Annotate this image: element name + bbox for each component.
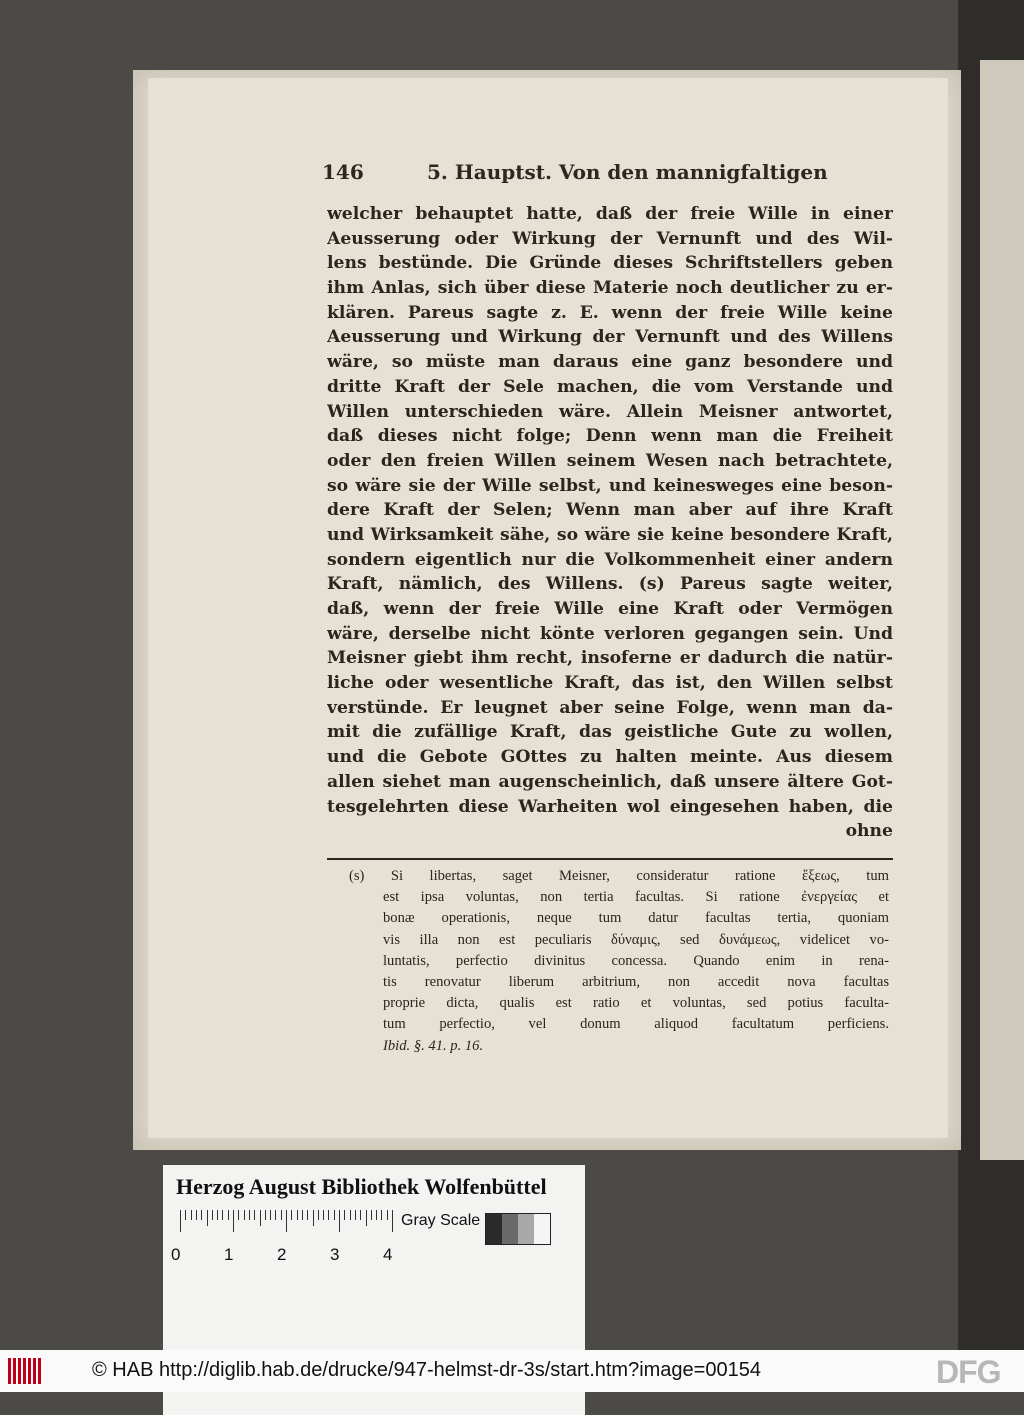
- ruler-tick: [366, 1210, 367, 1226]
- ruler-numbers: [171, 1245, 411, 1265]
- text-line: dere Kraft der Selen; Wenn man aber auf ihre Kraft: [327, 500, 893, 521]
- footnote: [349, 866, 889, 1057]
- ruler-tick: [339, 1210, 340, 1232]
- gray-swatch: [502, 1214, 518, 1244]
- text-line: dritte Kraft der Sele machen, die vom Verstande und: [327, 376, 893, 397]
- text-line: Meisner giebt ihm recht, insoferne er dadurch die natür-: [327, 648, 893, 669]
- ruler-number: 4: [383, 1245, 393, 1264]
- text-line: klären. Pareus sagte z. E. wenn der freie Wille keine: [327, 302, 893, 323]
- copyright-link[interactable]: © HAB http://diglib.hab.de/drucke/947-helmst-dr-3s/start.htm?image=00154: [92, 1359, 761, 1381]
- text-line: allen siehet man augenscheinlich, daß unsere ältere Got-: [327, 771, 893, 792]
- gray-scale-label: Gray Scale: [401, 1212, 481, 1229]
- ruler-tick: [323, 1210, 324, 1220]
- ruler-tick: [180, 1210, 181, 1232]
- ruler-tick: [334, 1210, 335, 1220]
- ruler-tick: [302, 1210, 303, 1220]
- next-page-edge: [980, 60, 1024, 1160]
- text-line: wäre, so müste man daraus eine ganz besondere und: [327, 352, 893, 373]
- ruler-tick: [270, 1210, 271, 1220]
- footnote-line: (s) Si libertas, saget Meisner, consideratur ratione ἕξεως, tum: [349, 868, 889, 884]
- dfg-logo: DFG: [936, 1354, 1001, 1390]
- ruler-tick: [222, 1210, 223, 1220]
- scale-ruler: [180, 1210, 395, 1232]
- ruler-tick: [201, 1210, 202, 1220]
- footnote-line: Ibid. §. 41. p. 16.: [383, 1037, 484, 1054]
- ruler-tick: [275, 1210, 276, 1220]
- text-line: so wäre sie der Wille selbst, und keinesweges eine beson-: [327, 475, 893, 496]
- body-text: [327, 202, 893, 844]
- ruler-tick: [307, 1210, 308, 1220]
- page-header: [322, 160, 882, 190]
- text-line: tesgelehrten diese Warheiten wol eingesehen haben, die: [327, 796, 893, 817]
- footnote-line: tum perfectio, vel donum aliquod facultatum perficiens.: [383, 1016, 889, 1033]
- gray-swatch: [534, 1214, 550, 1244]
- footnote-line: luntatis, perfectio divinitus concessa. Quando enim in rena-: [383, 952, 889, 969]
- ruler-tick: [185, 1210, 186, 1220]
- gray-swatch: [486, 1214, 502, 1244]
- ruler-tick: [254, 1210, 255, 1220]
- ruler-tick: [376, 1210, 377, 1220]
- ruler-tick: [244, 1210, 245, 1220]
- text-line: daß, wenn der freie Wille eine Kraft oder Vermögen: [327, 599, 893, 619]
- ruler-tick: [350, 1210, 351, 1220]
- ruler-tick: [212, 1210, 213, 1220]
- hab-logo-icon: [8, 1358, 44, 1384]
- ruler-tick: [281, 1210, 282, 1220]
- text-line: ihm Anlas, sich über diese Materie noch deutlicher zu er-: [327, 278, 893, 299]
- text-line: lens bestünde. Die Gründe dieses Schriftstellers geben: [327, 253, 893, 274]
- library-name: Herzog August Bibliothek Wolfenbüttel: [176, 1174, 547, 1199]
- text-line: wäre, derselbe nicht könte verloren gegangen sein. Und: [327, 623, 893, 644]
- text-line: welcher behauptet hatte, daß der freie Wille in einer: [327, 204, 893, 224]
- text-line: sondern eigentlich nur die Volkommenheit einer andern: [327, 549, 893, 570]
- text-line: Kraft, nämlich, des Willens. (s) Pareus sagte weiter,: [327, 574, 893, 595]
- running-title: 5. Hauptst. Von den mannigfaltigen: [427, 160, 828, 184]
- text-line: verstünde. Er leugnet aber seine Folge, wenn man da-: [327, 697, 893, 718]
- ruler-tick: [233, 1210, 234, 1232]
- ruler-tick: [360, 1210, 361, 1220]
- ruler-number: 1: [224, 1245, 234, 1264]
- text-line: oder den freien Willen seinem Wesen nach betrachtete,: [327, 450, 893, 471]
- catchword: ohne: [845, 821, 893, 842]
- gray-swatch: [518, 1214, 534, 1244]
- ruler-tick: [265, 1210, 266, 1220]
- footnote-line: est ipsa voluntas, non tertia facultas. Si ratione ἐνεργείας et: [383, 889, 889, 906]
- ruler-tick: [249, 1210, 250, 1220]
- ruler-tick: [344, 1210, 345, 1220]
- text-line: Willen unterschieden wäre. Allein Meisner antwortet,: [327, 401, 893, 422]
- ruler-number: 2: [277, 1245, 287, 1264]
- ruler-tick: [318, 1210, 319, 1220]
- footnote-rule: [327, 858, 893, 860]
- ruler-tick: [191, 1210, 192, 1220]
- ruler-tick: [371, 1210, 372, 1220]
- ruler-tick: [387, 1210, 388, 1220]
- ruler-tick: [196, 1210, 197, 1220]
- footnote-line: tis renovatur liberum arbitrium, non accedit nova facultas: [383, 973, 889, 990]
- text-line: Aeusserung und Wirkung der Vernunft und des Willens: [327, 327, 893, 348]
- scan-background-right: [958, 0, 1024, 1350]
- ruler-tick: [328, 1210, 329, 1220]
- ruler-tick: [260, 1210, 261, 1226]
- ruler-tick: [217, 1210, 218, 1220]
- viewer-footer: [0, 1350, 1024, 1392]
- text-line: daß dieses nicht folge; Denn wenn man die Freiheit: [327, 426, 893, 447]
- text-line: und die Gebote GOttes zu halten meinte. Aus diesem: [327, 747, 893, 768]
- footnote-line: bonæ operationis, neque tum datur facultas tertia, quoniam: [383, 910, 889, 927]
- text-line: und Wirksamkeit sähe, so wäre sie keine besondere Kraft,: [327, 524, 893, 545]
- ruler-tick: [286, 1210, 287, 1232]
- ruler-tick: [291, 1210, 292, 1220]
- text-line: mit die zufällige Kraft, das geistliche Gute zu wollen,: [327, 722, 893, 743]
- ruler-tick: [297, 1210, 298, 1220]
- text-line: liche oder wesentliche Kraft, das ist, den Willen selbst: [327, 673, 893, 694]
- ruler-tick: [381, 1210, 382, 1220]
- ruler-number: 0: [171, 1245, 181, 1264]
- ruler-tick: [228, 1210, 229, 1220]
- ruler-tick: [207, 1210, 208, 1226]
- text-line: Aeusserung oder Wirkung der Vernunft und des Wil-: [327, 228, 893, 249]
- footnote-line: proprie dicta, qualis est ratio et voluntas, sed potius faculta-: [383, 995, 889, 1012]
- ruler-tick: [392, 1210, 393, 1232]
- footnote-line: vis illa non est peculiaris δύναμις, sed δυνάμεως, videlicet vo-: [383, 931, 889, 948]
- ruler-tick: [238, 1210, 239, 1220]
- ruler-tick: [355, 1210, 356, 1220]
- ruler-number: 3: [330, 1245, 340, 1264]
- page-number: 146: [322, 160, 364, 184]
- gray-scale-swatches: [485, 1213, 551, 1245]
- ruler-tick: [313, 1210, 314, 1226]
